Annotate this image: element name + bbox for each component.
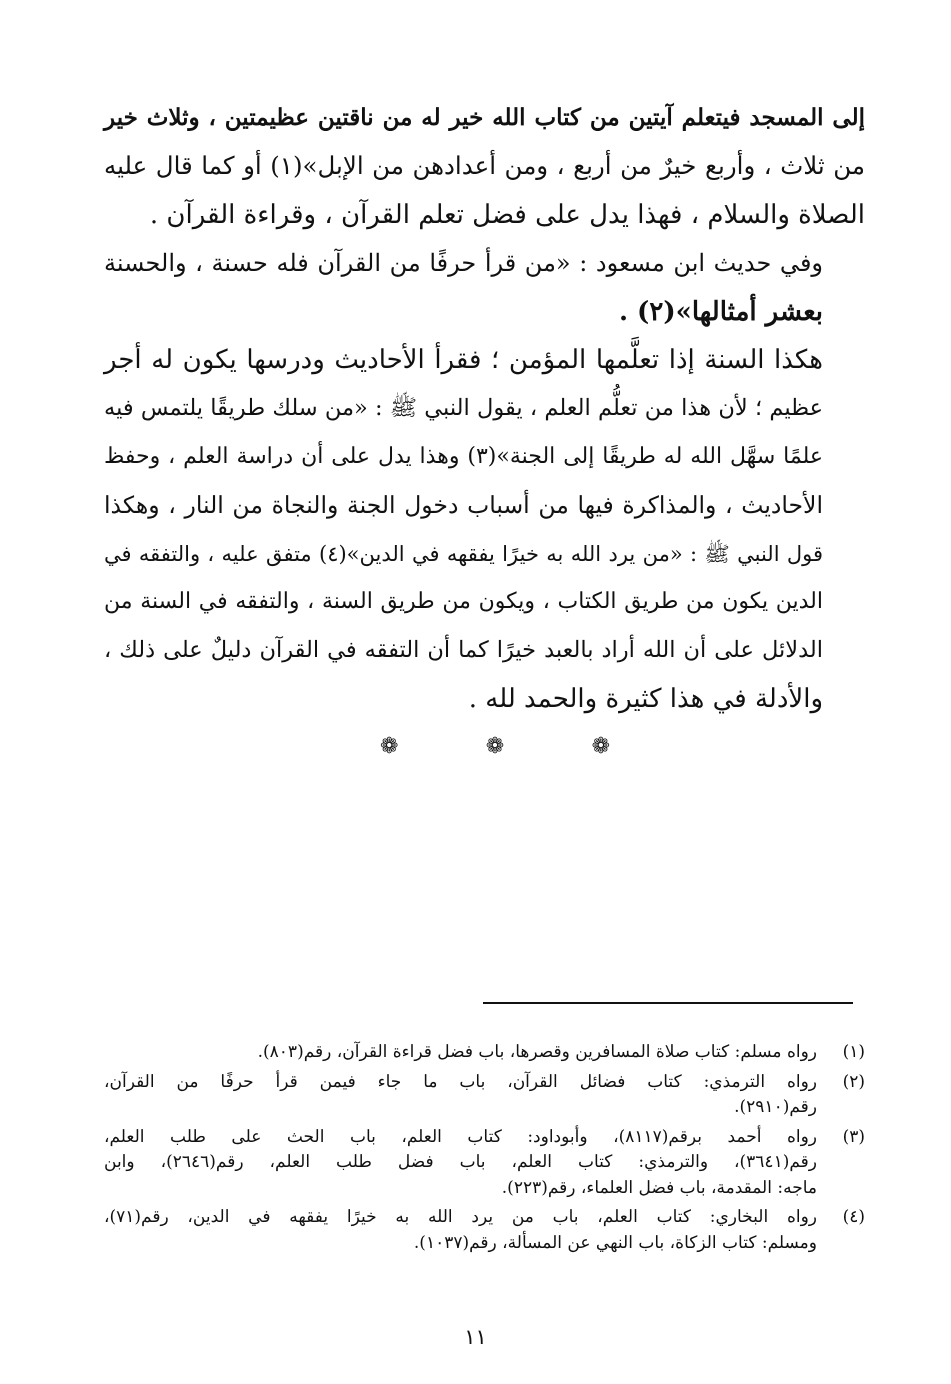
footnotes <box>104 1040 865 1260</box>
paragraph-1 <box>104 94 865 239</box>
text-line: رواه الترمذي: كتاب فضائل القرآن، باب ما جاء فيمن قرأ حرفًا من القرآن، <box>104 1071 817 1092</box>
text-line: من ثلاث ، وأربع خيرٌ من أربع ، ومن أعدادهن من الإبل»(١) أو كما قال عليه <box>104 151 865 181</box>
footnote <box>104 1125 865 1202</box>
asterism-icon: ❁ <box>380 734 399 759</box>
asterism-icon: ❁ <box>591 734 610 759</box>
text-line: رواه أحمد برقم(٨١١٧)، وأبوداود: كتاب العلم، باب الحث على طلب العلم، <box>104 1126 817 1147</box>
text-line: إلى المسجد فيتعلم آيتين من كتاب الله خير له من ناقتين عظيمتين ، وثلاث خير <box>104 104 865 131</box>
footnote-text <box>104 1125 817 1202</box>
footnote-number: (٣) <box>842 1126 865 1147</box>
text-line: ومسلم: كتاب الزكاة، باب النهي عن المسألة، رقم(١٠٣٧). <box>413 1232 817 1253</box>
text-line: قول النبي ﷺ : «من يرد الله به خيرًا يفقهه في الدين»(٤) متفق عليه ، والتفقه في <box>104 541 824 566</box>
text-line: الدلائل على أن الله أراد بالعبد خيرًا كما أن التفقه في القرآن دليلٌ على ذلك ، <box>104 637 823 664</box>
text-line: علمًا سهَّل الله له طريقًا إلى الجنة»(٣) وهذا يدل على أن دراسة العلم ، وحفظ <box>104 443 823 469</box>
section-separator <box>380 734 610 759</box>
footnote <box>104 1070 865 1121</box>
footnote-text <box>104 1205 817 1256</box>
text-line: رقم(٣٦٤١)، والترمذي: كتاب العلم، باب فضل طلب العلم، رقم(٢٦٤٦)، وابن <box>104 1152 817 1172</box>
text-line: بعشر أمثالها»(٢) . <box>618 296 823 327</box>
text-line: وفي حديث ابن مسعود : «من قرأ حرفًا من القرآن فله حسنة ، والحسنة <box>104 249 823 278</box>
footnote-text <box>104 1070 817 1121</box>
page-number: ١١ <box>464 1325 487 1349</box>
paragraph-3 <box>104 336 865 723</box>
text-line: ماجه: المقدمة، باب فضل العلماء، رقم(٢٢٣). <box>501 1177 817 1198</box>
footnote-divider <box>483 1002 853 1004</box>
footnote-number: (٢) <box>842 1071 865 1092</box>
main-text <box>104 94 865 723</box>
footnote <box>104 1205 865 1256</box>
footnote-number: (١) <box>842 1042 865 1062</box>
asterism-icon: ❁ <box>485 734 505 759</box>
text-line: الدين يكون من طريق الكتاب ، ويكون من طريق السنة ، والتفقه في السنة من <box>104 589 823 615</box>
text-line: هكذا السنة إذا تعلَّمها المؤمن ؛ فقرأ الأحاديث ودرسها يكون له أجر <box>104 345 823 376</box>
text-line: الأحاديث ، والمذاكرة فيها من أسباب دخول الجنة والنجاة من النار ، وهكذا <box>104 491 823 520</box>
text-line: رواه مسلم: كتاب صلاة المسافرين وقصرها، باب فضل قراءة القرآن، رقم(٨٠٣). <box>257 1042 817 1062</box>
paragraph-2 <box>104 239 865 336</box>
footnote-number: (٤) <box>842 1207 865 1227</box>
footnote <box>104 1040 865 1066</box>
text-line: رقم(٢٩١٠). <box>734 1097 817 1117</box>
text-line: عظيم ؛ لأن هذا من تعلُّم العلم ، يقول النبي ﷺ : «من سلك طريقًا يلتمس فيه <box>104 395 823 422</box>
text-line: والأدلة في هذا كثيرة والحمد لله . <box>468 683 823 714</box>
text-line: الصلاة والسلام ، فهذا يدل على فضل تعلم القرآن ، وقراءة القرآن . <box>149 199 865 230</box>
footnote-text <box>104 1040 817 1066</box>
text-line: رواه البخاري: كتاب العلم، باب من يرد الله به خيرًا يفقهه في الدين، رقم(٧١)، <box>104 1207 817 1227</box>
